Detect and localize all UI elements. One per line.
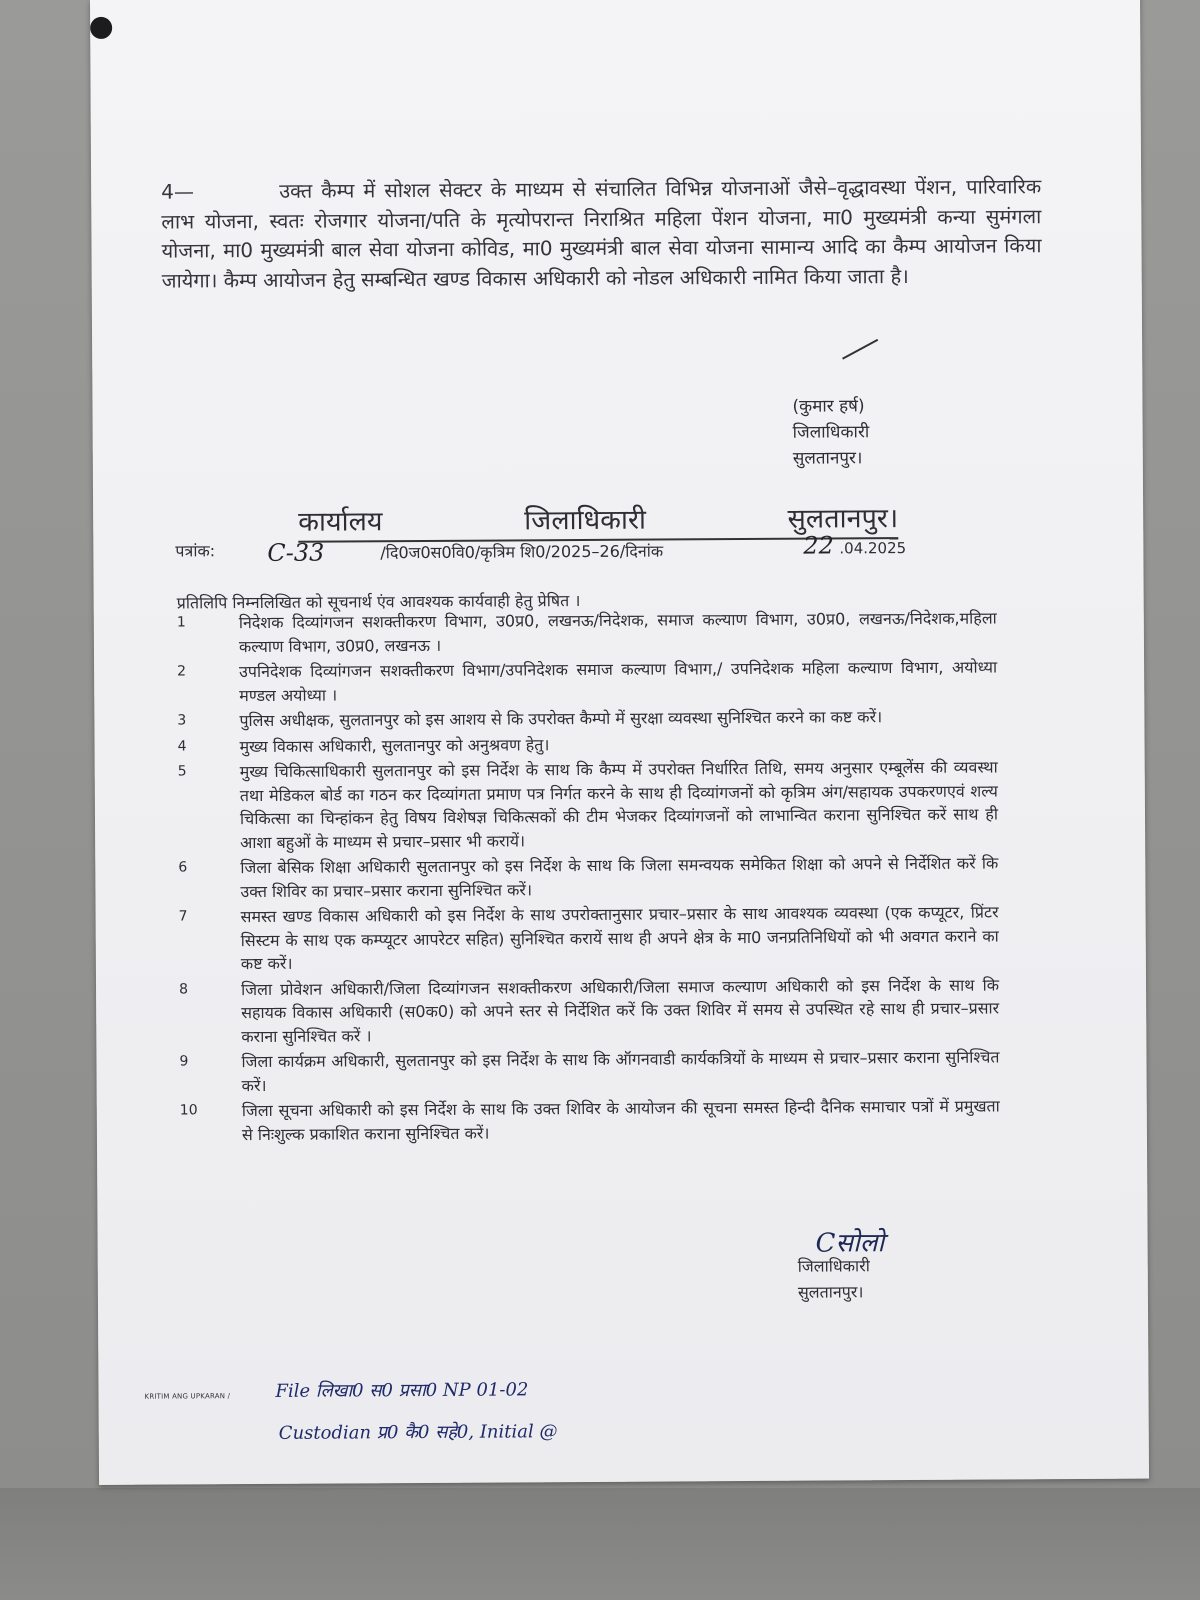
list-item	[178, 755, 999, 854]
signature-block-2	[798, 1253, 958, 1306]
list-item	[177, 704, 997, 733]
paragraph-number: 4—	[161, 179, 194, 204]
signature-block-1	[792, 393, 952, 472]
list-item-number: 9	[179, 1053, 189, 1070]
footer-file-stamp: File लिखा0 स0 प्रसा0 NP 01-02	[275, 1379, 529, 1402]
signatory-designation: जिलाधिकारी	[797, 1256, 870, 1276]
list-item-number: 6	[178, 859, 188, 876]
handwritten-date-day: 22	[803, 531, 834, 560]
reference-label: पत्रांक:	[175, 541, 216, 561]
handwritten-reference-number: C-33	[267, 538, 325, 567]
list-item	[177, 730, 997, 759]
signatory-place: सुलतानपुर।	[797, 1282, 864, 1302]
list-item	[177, 655, 997, 707]
office-heading-word-1: कार्यालय	[298, 506, 383, 538]
list-item-text: जिला बेसिक शिक्षा अधिकारी सुलतानपुर को इस निर्देश के साथ कि जिला समन्वयक समेकित शिक्षा को अपने से निर्देशित करें कि उक्त शिविर का प्रचार–प्रसार कराना सुनिश्चित करें।	[240, 853, 999, 901]
list-item-number: 1	[176, 614, 186, 631]
signatory-place: सुलतानपुर।	[792, 448, 863, 469]
list-item-text: मुख्य चिकित्साधिकारी सुलतानपुर को इस निर्देश के साथ कि कैम्प में उपरोक्त निर्धारित तिथि, समय अनुसार एम्बूलेंस की व्यवस्था तथा मेडिकल बोर्ड का गठन कर दिव्यांगता प्रमाण पत्र निर्गत करने के साथ ही दिव्यांगजनों को कृत्रिम अंग/सहायक उपकरणएवं शल्य चिकित्सा का चिन्हांकन हेतु विषय विशेषज्ञ चिकित्सकों की टीम भेजकर दिव्यांगजनों को लाभान्वित कराना सुनिश्चित करें साथ ही आशा बहुओं के माध्यम से प्रचार–प्रसार भी करायें।	[239, 757, 999, 852]
list-item-text: निदेशक दिव्यांगजन सशक्तीकरण विभाग, उ0प्र0, लखनऊ/निदेशक, समाज कल्याण विभाग, उ0प्र0, लखनऊ/निदेशक,महिला कल्याण विभाग, उ0प्र0, लखनऊ ।	[238, 608, 997, 656]
date-rest: .04.2025	[839, 539, 907, 558]
list-item-number: 10	[179, 1102, 198, 1119]
list-item	[179, 1045, 999, 1097]
signature-stroke	[842, 339, 878, 360]
list-item-text: मुख्य विकास अधिकारी, सुलतानपुर को अनुश्रवण हेतु।	[239, 734, 550, 756]
footer-custodian-stamp: Custodian प्र0 कै0 सहे0, Initial @	[278, 1421, 558, 1444]
office-heading-word-2: जिलाधिकारी	[524, 504, 647, 537]
office-heading-word-3: सुलतानपुर।	[787, 503, 899, 535]
list-item-number: 8	[178, 980, 189, 997]
signatory-name: (कुमार हर्ष)	[792, 396, 865, 417]
reference-text: /दि0ज0स0वि0/कृत्रिम शि0/2025–26/दिनांक	[380, 541, 664, 563]
signatory-designation: जिलाधिकारी	[792, 422, 870, 443]
list-item	[180, 1094, 1000, 1146]
list-item-text: उपनिदेशक दिव्यांगजन सशक्तीकरण विभाग/उपनिदेशक समाज कल्याण विभाग,/ उपनिदेशक महिला कल्याण विभाग, अयोध्या मण्डल अयोध्या ।	[239, 657, 998, 705]
paragraph-text: उक्त कैम्प में सोशल सेक्टर के माध्यम से संचालित विभिन्न योजनाओं जैसे–वृद्धावस्था पेंशन, पारिवारिक लाभ योजना, स्वतः रोजगार योजना/पति के मृत्योपरान्त निराश्रित महिला पेंशन योजना, मा0 मुख्यमंत्री कन्या सुमंगला योजना, मा0 मुख्यमंत्री बाल सेवा योजना कोविड, मा0 मुख्यमंत्री बाल सेवा योजना सामान्य आदि का कैम्प आयोजन किया जायेगा। कैम्प आयोजन हेतु सम्बन्धित खण्ड विकास अधिकारी को नोडल अधिकारी नामित किया जाता है।	[161, 174, 1042, 293]
list-item	[177, 606, 997, 658]
list-item	[179, 973, 999, 1049]
list-item-number: 4	[177, 737, 187, 754]
copy-list	[177, 606, 1000, 1148]
footer-file-code: KRITIM ANG UPKARAN /	[144, 1392, 231, 1401]
list-item-text: जिला सूचना अधिकारी को इस निर्देश के साथ कि उक्त शिविर के आयोजन की सूचना समस्त हिन्दी दैनिक समाचार पत्रों में प्रमुखता से निःशुल्क प्रकाशित कराना सुनिश्चित करें।	[241, 1096, 1000, 1144]
list-item-number: 5	[177, 763, 187, 780]
list-item	[178, 851, 998, 903]
paragraph-4	[161, 172, 1042, 295]
list-item-text: समस्त खण्ड विकास अधिकारी को इस निर्देश के साथ उपरोक्तानुसार प्रचार–प्रसार के साथ आवश्यक व्यवस्था (एक कप्यूटर, प्रिंटर सिस्टम के साथ एक कम्प्यूटर आपरेटर सहित) सुनिश्चित करायें साथ ही अपने क्षेत्र के मा0 जनप्रतिनिधियों को भी अवगत कराने का कष्ट करें।	[240, 902, 999, 974]
list-item-text: जिला प्रोवेशन अधिकारी/जिला दिव्यांगजन सशक्तीकरण अधिकारी/जिला समाज कल्याण अधिकारी को इस निर्देश के साथ कि सहायक विकास अधिकारी (स0क0) को अपने स्तर से निर्देशित करें कि उक्त शिविर में समय से उपस्थित रहे साथ ही प्रचार–प्रसार कराना सुनिश्चित करें ।	[240, 974, 1000, 1046]
list-item-number: 3	[177, 712, 187, 729]
reference-line	[175, 531, 935, 570]
document-page	[90, 0, 1149, 1485]
list-item-number: 7	[178, 908, 188, 925]
list-item-text: जिला कार्यक्रम अधिकारी, सुलतानपुर को इस निर्देश के साथ कि ऑगनवाडी कार्यकत्रियों के माध्यम से प्रचार–प्रसार कराना सुनिश्चित करें।	[241, 1047, 1000, 1095]
list-item	[179, 900, 999, 976]
list-item-number: 2	[177, 663, 187, 680]
copy-intro: प्रतिलिपि निम्नलिखित को सूचनार्थ एंव आवश्यक कार्यवाही हेतु प्रेषित ।	[176, 591, 581, 613]
punch-hole	[90, 17, 112, 39]
handwritten-signature: Cसोलो	[815, 1228, 885, 1259]
desk-bottom	[0, 1488, 1200, 1600]
list-item-text: पुलिस अधीक्षक, सुलतानपुर को इस आशय से कि उपरोक्त कैम्पो में सुरक्षा व्यवस्था सुनिश्चित करने का कष्ट करें।	[239, 707, 883, 731]
